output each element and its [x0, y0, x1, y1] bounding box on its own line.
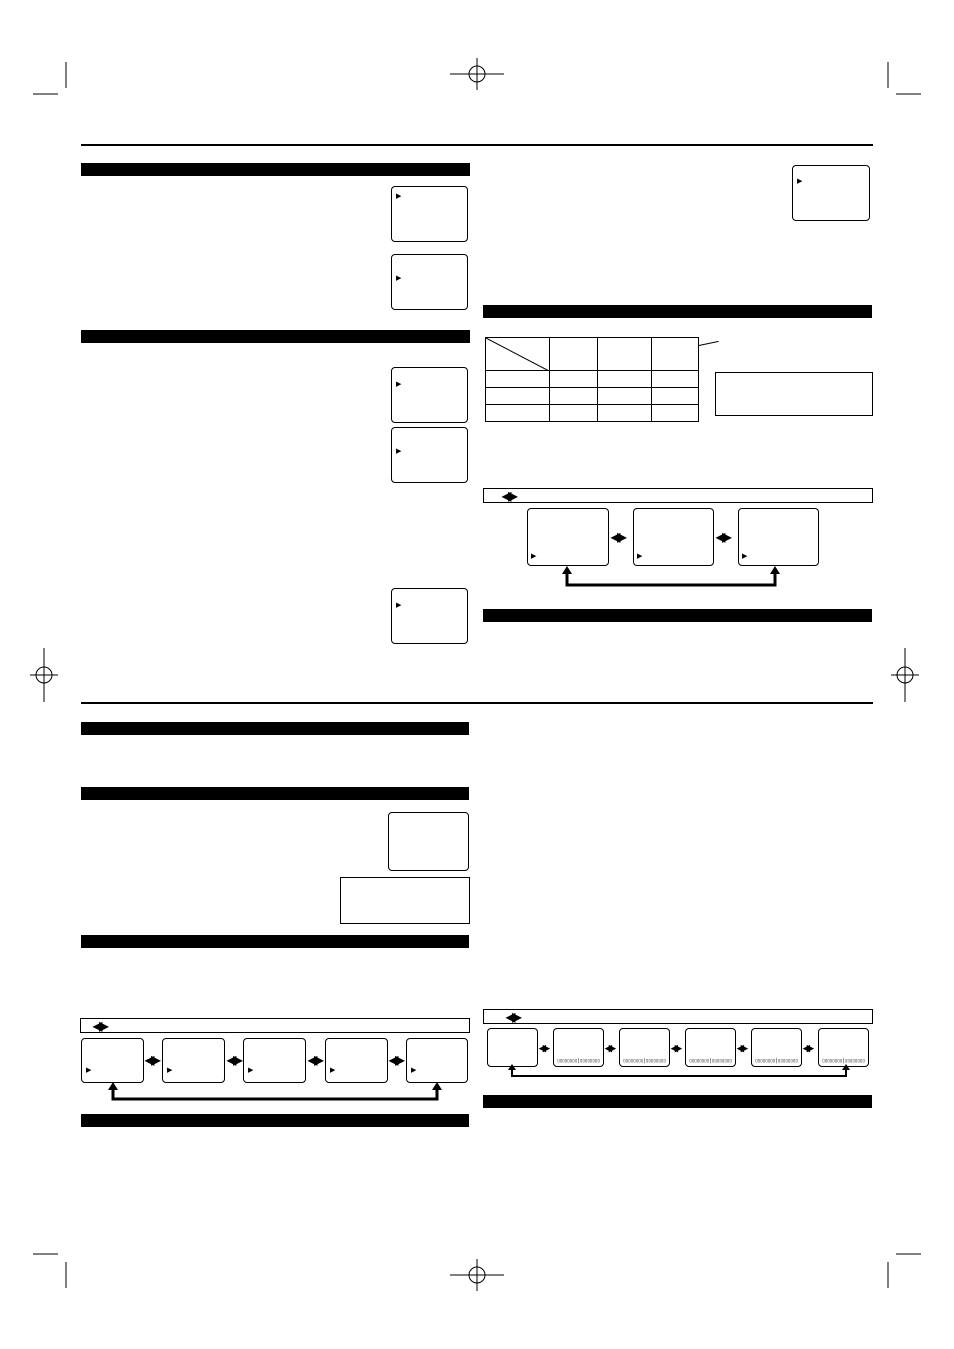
- osd-screen: [162, 1038, 225, 1083]
- table-cell: [652, 405, 699, 422]
- osd-screen: [792, 165, 870, 221]
- osd-screen: [751, 1028, 802, 1067]
- double-arrow-icon: ◀▶: [502, 489, 515, 503]
- osd-screen: [818, 1028, 869, 1067]
- return-loop-arrow: [558, 566, 782, 590]
- level-bar-icon: ▯▯▯▯▯▯▯▯|▯▯▯▯▯▯▯▯: [822, 1058, 865, 1064]
- section-header-bar: [81, 163, 470, 176]
- double-arrow-icon: ◀▶: [671, 1043, 679, 1053]
- table-cell: [550, 388, 598, 405]
- section-header-bar: [483, 1095, 872, 1108]
- double-arrow-icon: ◀▶: [506, 1010, 519, 1024]
- cursor-icon: ▶: [330, 1067, 336, 1074]
- double-arrow-icon: ◀▶: [227, 1053, 240, 1067]
- level-bar-icon: ▯▯▯▯▯▯▯▯|▯▯▯▯▯▯▯▯: [689, 1058, 732, 1064]
- osd-screen: [406, 1038, 468, 1083]
- osd-screen: [391, 186, 468, 242]
- cursor-icon: ▶: [396, 193, 402, 200]
- double-arrow-icon: ◀▶: [389, 1053, 402, 1067]
- cursor-icon: ▶: [411, 1067, 417, 1074]
- return-loop-arrow: [106, 1082, 444, 1104]
- osd-screen: [738, 508, 819, 566]
- cursor-icon: ▶: [742, 553, 748, 560]
- osd-screen: [487, 1028, 538, 1067]
- double-arrow-icon: ◀▶: [716, 530, 729, 544]
- osd-screen: [81, 1038, 144, 1083]
- table-cell: [652, 388, 699, 405]
- cursor-icon: ▶: [637, 553, 643, 560]
- diagonal-line: [486, 338, 549, 371]
- osd-screen: [391, 254, 468, 310]
- section-header-bar: [483, 305, 872, 318]
- section-header-bar: [81, 722, 469, 735]
- osd-screen: [243, 1038, 306, 1083]
- double-arrow-icon: ◀▶: [737, 1043, 745, 1053]
- cursor-icon: ▶: [396, 275, 402, 282]
- double-arrow-icon: ◀▶: [611, 530, 624, 544]
- table-cell: [486, 405, 550, 422]
- note-box: [715, 372, 873, 416]
- osd-screen: [325, 1038, 388, 1083]
- section-header-bar: [81, 1114, 469, 1127]
- cursor-icon: ▶: [797, 178, 803, 185]
- top-rule: [81, 144, 873, 146]
- table-cell: [598, 338, 652, 371]
- double-arrow-icon: ◀▶: [145, 1053, 158, 1067]
- osd-screen: [633, 508, 714, 566]
- cursor-icon: ▶: [248, 1067, 254, 1074]
- return-loop-arrow: [506, 1064, 852, 1080]
- double-arrow-icon: ◀▶: [803, 1043, 811, 1053]
- cursor-icon: ▶: [396, 448, 402, 455]
- cursor-icon: ▶: [531, 553, 537, 560]
- osd-screen: [391, 588, 468, 644]
- sequence-header-box: [80, 1018, 470, 1033]
- table-cell: [550, 371, 598, 388]
- settings-table: [485, 337, 699, 422]
- table-cell: [598, 371, 652, 388]
- osd-screen: [619, 1028, 670, 1067]
- section-header-bar: [81, 330, 470, 343]
- table-cell: [652, 371, 699, 388]
- table-cell: [598, 405, 652, 422]
- table-cell: [550, 405, 598, 422]
- double-arrow-icon: ◀▶: [605, 1043, 613, 1053]
- table-cell: [652, 338, 699, 371]
- note-box: [340, 877, 470, 924]
- double-arrow-icon: ◀▶: [93, 1019, 106, 1033]
- osd-screen: [553, 1028, 604, 1067]
- table-cell: [486, 371, 550, 388]
- level-bar-icon: ▯▯▯▯▯▯▯▯|▯▯▯▯▯▯▯▯: [557, 1058, 600, 1064]
- double-arrow-icon: ◀▶: [308, 1053, 321, 1067]
- osd-screen: [391, 367, 468, 423]
- cursor-icon: ▶: [167, 1067, 173, 1074]
- sequence-header-box: [483, 488, 873, 503]
- osd-screen: [685, 1028, 736, 1067]
- table-cell: [550, 338, 598, 371]
- osd-screen: [527, 508, 609, 566]
- section-header-bar: [483, 609, 872, 622]
- table-diagonal-header: [486, 338, 550, 371]
- osd-screen: [391, 427, 468, 483]
- level-bar-icon: ▯▯▯▯▯▯▯▯|▯▯▯▯▯▯▯▯: [755, 1058, 798, 1064]
- cursor-icon: ▶: [86, 1067, 92, 1074]
- double-arrow-icon: ◀▶: [539, 1043, 547, 1053]
- cursor-icon: ▶: [396, 381, 402, 388]
- section-header-bar: [81, 935, 469, 948]
- sequence-header-box: [483, 1009, 873, 1024]
- section-header-bar: [81, 787, 469, 800]
- level-bar-icon: ▯▯▯▯▯▯▯▯|▯▯▯▯▯▯▯▯: [623, 1058, 666, 1064]
- cursor-icon: ▶: [396, 602, 402, 609]
- table-cell: [598, 388, 652, 405]
- table-cell: [486, 388, 550, 405]
- osd-screen: [388, 812, 469, 871]
- middle-rule: [81, 702, 873, 704]
